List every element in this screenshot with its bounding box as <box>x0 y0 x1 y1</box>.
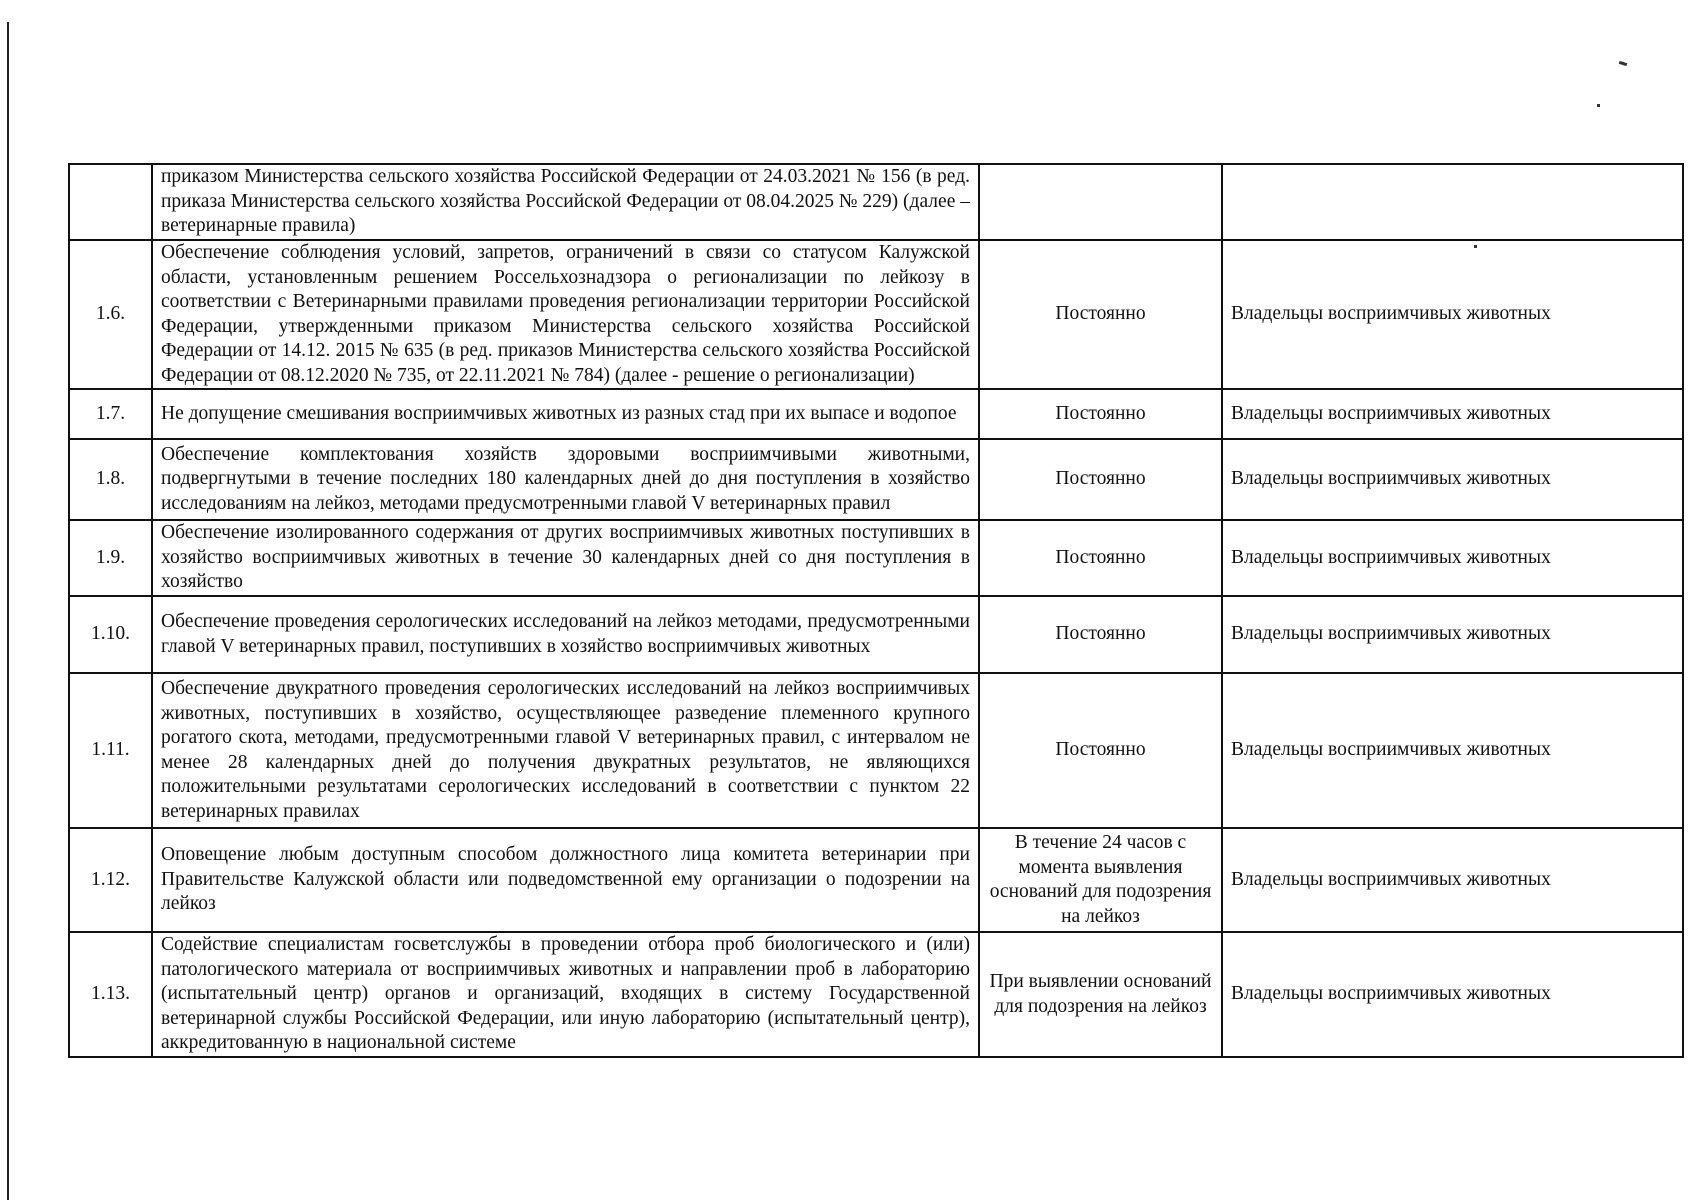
responsible-cell <box>1222 164 1683 240</box>
measure-text: Обеспечение изолированного содержания от других восприимчивых животных поступивших в хозяйство восприимчивых животных в течение 30 календарных дней со дня поступления в хозяйство <box>152 520 979 596</box>
scan-speck <box>1619 61 1628 66</box>
responsible-cell: Владельцы восприимчивых животных <box>1222 389 1683 439</box>
item-number <box>69 164 152 240</box>
table-row <box>69 439 1683 520</box>
table-row <box>69 673 1683 828</box>
table-row <box>69 828 1683 932</box>
item-number: 1.11. <box>69 673 152 828</box>
item-number: 1.6. <box>69 240 152 389</box>
item-number: 1.9. <box>69 520 152 596</box>
responsible-cell: Владельцы восприимчивых животных <box>1222 828 1683 932</box>
measure-text: Не допущение смешивания восприимчивых животных из разных стад при их выпасе и водопое <box>152 389 979 439</box>
period-cell: Постоянно <box>979 673 1222 828</box>
table-row <box>69 932 1683 1057</box>
responsible-cell: Владельцы восприимчивых животных <box>1222 439 1683 520</box>
measure-text: Содействие специалистам госветслужбы в проведении отбора проб биологического и (или) патологического материала от восприимчивых животных и направлении проб в лабораторию (испытательный центр) органов и организаций, входящих в систему Государственной ветеринарной службы Российской Федерации, или иную лабораторию (испытательный центр), аккредитованную в национальной системе <box>152 932 979 1057</box>
period-cell: Постоянно <box>979 240 1222 389</box>
measure-text: Обеспечение соблюдения условий, запретов, ограничений в связи со статусом Калужской области, установленным решением Россельхознадзора о регионализации по лейкозу в соответствии с Ветеринарными правилами проведения регионализации территории Российской Федерации, утвержденными приказом Министерства сельского хозяйства Российской Федерации от 14.12. 2015 № 635 (в ред. приказов Министерства сельского хозяйства Российской Федерации от 08.12.2020 № 735, от 22.11.2021 № 784) (далее - решение о регионализации) <box>152 240 979 389</box>
scan-speck <box>1597 104 1600 107</box>
table-row <box>69 240 1683 389</box>
period-cell: Постоянно <box>979 520 1222 596</box>
responsible-cell: Владельцы восприимчивых животных <box>1222 240 1683 389</box>
measure-text: Обеспечение двукратного проведения серологических исследований на лейкоз восприимчивых животных, поступивших в хозяйство, осуществляющее разведение племенного крупного рогатого скота, методами, предусмотренными главой V ветеринарных правил, с интервалом не менее 28 календарных дней до получения двукратных результатов, не являющихся положительными результатами серологических исследований в соответствии с пунктом 22 ветеринарных правилах <box>152 673 979 828</box>
left-margin-line <box>7 22 9 1200</box>
measure-text: Обеспечение комплектования хозяйств здоровыми восприимчивыми животными, подвергнутыми в течение последних 180 календарных дней до дня поступления в хозяйство исследованиям на лейкоз, методами предусмотренными главой V ветеринарных правил <box>152 439 979 520</box>
period-cell: В течение 24 часов с момента выявления оснований для подозрения на лейкоз <box>979 828 1222 932</box>
measure-text: приказом Министерства сельского хозяйства Российской Федерации от 24.03.2021 № 156 (в ред. приказа Министерства сельского хозяйства Российской Федерации от 08.04.2025 № 229) (далее – ветеринарные правила) <box>152 164 979 240</box>
responsible-cell: Владельцы восприимчивых животных <box>1222 520 1683 596</box>
period-cell: Постоянно <box>979 389 1222 439</box>
measure-text: Обеспечение проведения серологических исследований на лейкоз методами, предусмотренными главой V ветеринарных правил, поступивших в хозяйство восприимчивых животных <box>152 596 979 673</box>
item-number: 1.13. <box>69 932 152 1057</box>
measure-text: Оповещение любым доступным способом должностного лица комитета ветеринарии при Правительстве Калужской области или подведомственной ему организации о подозрении на лейкоз <box>152 828 979 932</box>
table-row <box>69 596 1683 673</box>
period-cell <box>979 164 1222 240</box>
item-number: 1.10. <box>69 596 152 673</box>
responsible-cell: Владельцы восприимчивых животных <box>1222 932 1683 1057</box>
table-row <box>69 389 1683 439</box>
measures-table <box>68 163 1684 1058</box>
item-number: 1.8. <box>69 439 152 520</box>
responsible-cell: Владельцы восприимчивых животных <box>1222 596 1683 673</box>
item-number: 1.12. <box>69 828 152 932</box>
responsible-cell: Владельцы восприимчивых животных <box>1222 673 1683 828</box>
period-cell: При выявлении оснований для подозрения на лейкоз <box>979 932 1222 1057</box>
period-cell: Постоянно <box>979 596 1222 673</box>
table-row <box>69 164 1683 240</box>
period-cell: Постоянно <box>979 439 1222 520</box>
table-row <box>69 520 1683 596</box>
item-number: 1.7. <box>69 389 152 439</box>
